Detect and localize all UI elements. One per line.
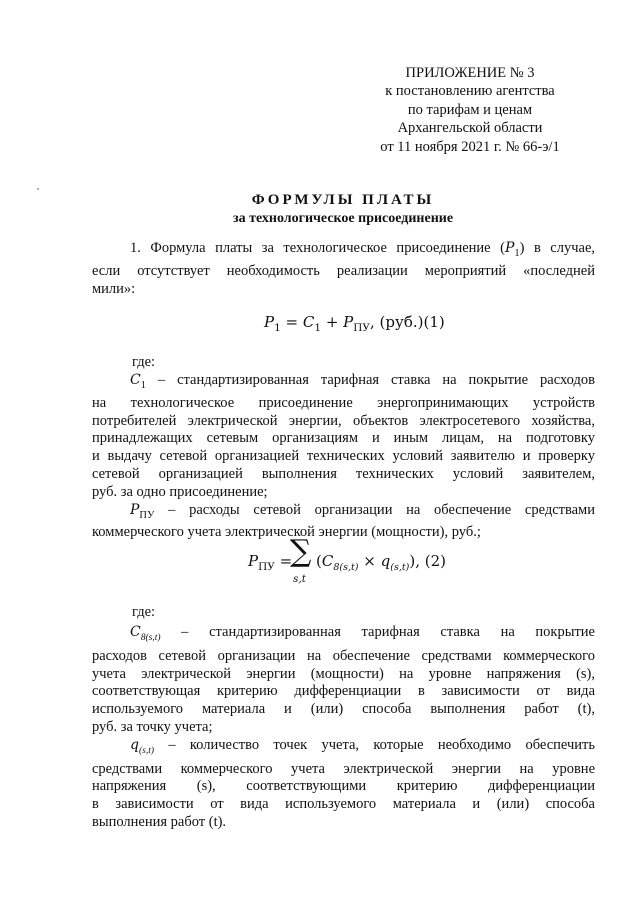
text-line: мили»: [92,280,136,297]
text-line: $q_{(s,t)}$ – количество точек учета, которые необходимо обеспечить [130,736,595,756]
text-line: руб. за точку учета; [92,718,213,735]
document-subtitle: за технологическое присоединение [232,211,454,226]
appendix-date: от 11 ноября 2021 г. № 66-э/1 [380,138,560,155]
section-1-intro [92,240,595,298]
text-line: используемого материала и (или) способа выполнения работ (t), [92,701,595,718]
c8-definition [92,624,595,832]
text-line: расходов сетевой организации на обеспечение средствами коммерческого [92,647,595,664]
formula-2-rhs: $(C_{8(s,t)} \times q_{(s,t)})$, (2) [316,552,447,573]
text-line: принадлежащих сетевым организациям и иным лицам, на подготовку [92,430,595,447]
text-line: в зависимости от вида используемого материала и (или) способа [92,796,595,813]
text-line: напряжения (s), соответствующими критерию дифференциации [92,778,595,795]
text-line: на технологическое присоединение энергопринимающих устройств [92,394,595,411]
appendix-region: Архангельской области [397,120,543,137]
text-line: и выдачу сетевой организацией технических условий заявителю и проверку [92,448,595,465]
text-line: сетевой организацией выполнения технических условий заявителем, [92,465,595,482]
appendix-number: ПРИЛОЖЕНИЕ № 3 [405,65,535,81]
text-line: 1. Формула платы за технологическое присоединение $(P_1)$ в случае, [130,240,595,259]
text-line: если отсутствует необходимость реализации мероприятий «последней [92,262,595,279]
document-title: ФОРМУЛЫ ПЛАТЫ [251,192,435,208]
appendix-header [350,64,590,156]
summation-index: s,t [293,573,306,585]
text-line: выполнения работ (t). [92,813,227,830]
scan-artifact [37,188,39,190]
formula-1: $P_1 = C_1 + P_{ПУ}$, (руб.)(1) [264,313,445,334]
text-line: руб. за одно присоединение; [92,483,268,500]
text-line: соответствующая критерию дифференциации в зависимости от вида [92,683,595,700]
formula-2-lhs: $P_{ПУ}$ = [248,552,293,573]
text-line: коммерческого учета электрической энергии (мощности), руб.; [92,524,481,541]
text-line: $C_{8(s,t)}$ – стандартизированная тарифная ставка на покрытие [130,624,595,643]
text-line: потребителей электрической энергии, объектов электросетевого хозяйства, [92,412,595,429]
summation-sign: ∑ [290,534,312,569]
text-line: учета электрической энергии (мощности) на уровне напряжения (s), [92,665,595,682]
text-line: $C_1$ – стандартизированная тарифная ставка на покрытие расходов [130,372,595,391]
where-label-1: где: [132,354,156,370]
appendix-agency: по тарифам и ценам [407,101,533,118]
c1-definition [92,372,595,542]
appendix-resolution: к постановлению агентства [385,83,555,100]
text-line: $P_{ПУ}$ – расходы сетевой организации на обеспечение средствами [130,501,595,521]
text-line: средствами коммерческого учета электрической энергии на уровне [92,760,595,777]
where-label-2: где: [132,604,156,620]
